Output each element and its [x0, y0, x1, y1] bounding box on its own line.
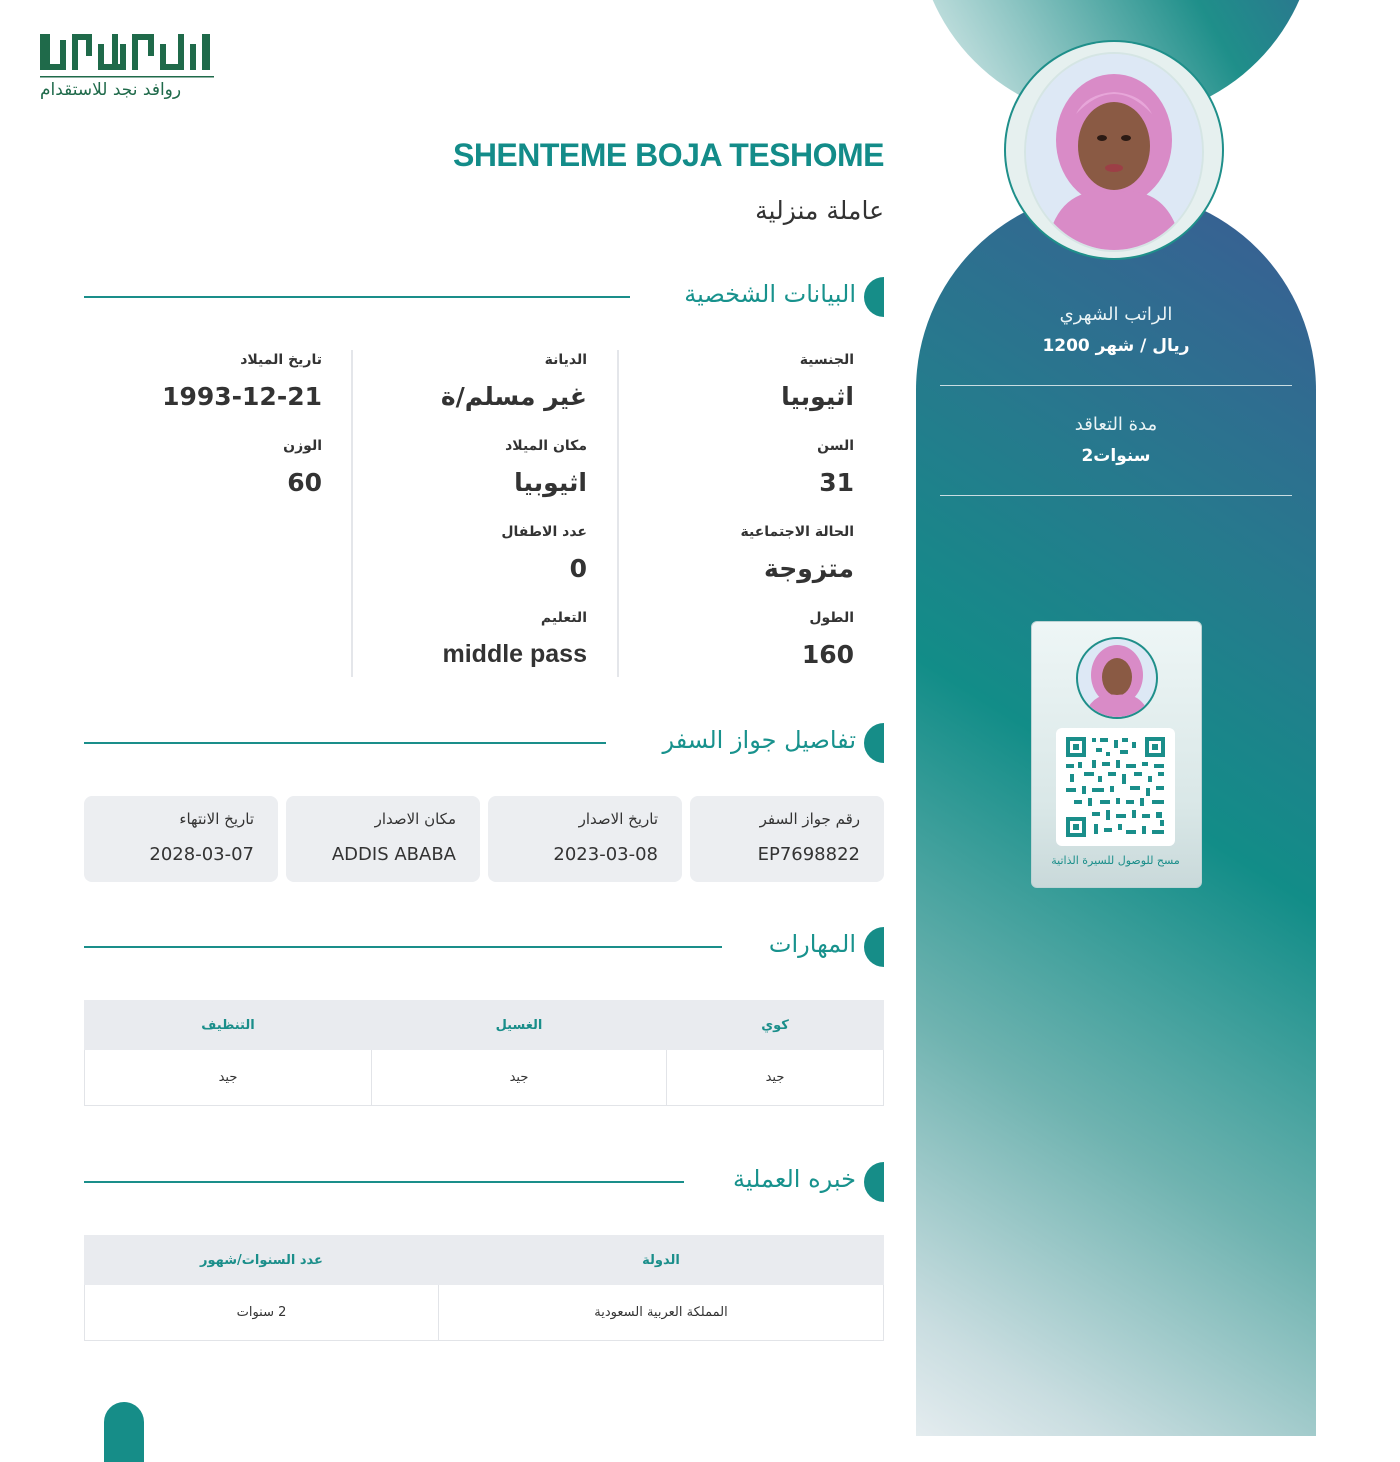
- age-label: السن: [817, 438, 854, 454]
- table-row: [85, 1285, 884, 1341]
- logo-tagline: روافد نجد للاستقدام: [40, 80, 182, 100]
- birthplace-value: اثيوبيا: [514, 468, 587, 497]
- person-photo-icon: [1026, 54, 1202, 250]
- section-cap: [864, 927, 884, 967]
- experience-duration: 2 سنوات: [85, 1285, 439, 1341]
- section-line: [84, 946, 722, 948]
- section-title-passport: تفاصيل جواز السفر: [662, 726, 856, 754]
- height-label: الطول: [809, 610, 854, 626]
- column-divider: [351, 350, 353, 677]
- issue-place-box: [286, 796, 480, 882]
- education-label: التعليم: [540, 610, 587, 626]
- experience-header: عدد السنوات/شهور: [85, 1236, 439, 1285]
- birthdate-label: تاريخ الميلاد: [240, 352, 322, 368]
- age-value: 31: [819, 468, 854, 497]
- skill-value: جيد: [85, 1050, 372, 1106]
- column-divider: [617, 350, 619, 677]
- experience-table: [84, 1235, 884, 1341]
- children-label: عدد الاطفال: [501, 524, 587, 540]
- nationality-label: الجنسية: [799, 352, 854, 368]
- birthplace-label: مكان الميلاد: [505, 438, 587, 454]
- contract-value: 2سنوات: [1081, 446, 1151, 466]
- panel-divider: [940, 385, 1292, 386]
- logo-mark: [38, 30, 216, 78]
- children-value: 0: [569, 554, 587, 583]
- footer-accent: [104, 1402, 144, 1462]
- education-value: middle pass: [442, 640, 587, 668]
- passport-number-box: [690, 796, 884, 882]
- person-photo-icon: [1078, 639, 1156, 717]
- skill-header: التنظيف: [85, 1001, 372, 1050]
- section-title-skills: المهارات: [768, 930, 856, 958]
- issue-date-label: تاريخ الاصدار: [578, 810, 658, 828]
- weight-value: 60: [287, 468, 322, 497]
- marital-value: متزوجة: [764, 554, 854, 583]
- card-avatar: [1076, 637, 1158, 719]
- experience-country: المملكة العربية السعودية: [439, 1285, 884, 1341]
- qr-code[interactable]: [1056, 728, 1175, 846]
- expiry-box: [84, 796, 278, 882]
- height-value: 160: [801, 640, 854, 669]
- section-cap: [864, 277, 884, 317]
- contract-label: مدة التعاقد: [1074, 414, 1158, 435]
- qr-code-icon: [1056, 728, 1175, 846]
- section-line: [84, 1181, 684, 1183]
- birthdate-value: 1993-12-21: [162, 382, 322, 411]
- passport-number-label: رقم جواز السفر: [759, 810, 860, 828]
- qr-caption: مسح للوصول للسيرة الذاتية: [1051, 854, 1180, 867]
- issue-place-value: ADDIS ABABA: [331, 844, 456, 865]
- section-cap: [864, 723, 884, 763]
- candidate-name: SHENTEME BOJA TESHOME: [452, 137, 884, 173]
- issue-date-value: 2023-03-08: [553, 844, 658, 865]
- job-title: عاملة منزلية: [755, 196, 884, 225]
- salary-value: 1200 ريال / شهر: [1042, 336, 1190, 356]
- skills-table: [84, 1000, 884, 1106]
- skill-header: كوي: [667, 1001, 884, 1050]
- nationality-value: اثيوبيا: [781, 382, 854, 411]
- skill-header: الغسيل: [372, 1001, 667, 1050]
- section-cap: [864, 1162, 884, 1202]
- company-logo: [38, 30, 216, 78]
- table-header-row: [85, 1001, 884, 1050]
- table-row: [85, 1050, 884, 1106]
- section-title-experience: خبره العملية: [732, 1165, 856, 1193]
- passport-number-value: EP7698822: [757, 844, 860, 865]
- table-header-row: [85, 1236, 884, 1285]
- marital-label: الحالة الاجتماعية: [740, 524, 854, 540]
- salary-label: الراتب الشهري: [1059, 304, 1173, 325]
- section-line: [84, 742, 606, 744]
- religion-label: الديانة: [544, 352, 587, 368]
- section-line: [84, 296, 630, 298]
- experience-header: الدولة: [439, 1236, 884, 1285]
- weight-label: الوزن: [283, 438, 322, 454]
- issue-date-box: [488, 796, 682, 882]
- skill-value: جيد: [667, 1050, 884, 1106]
- panel-divider: [940, 495, 1292, 496]
- expiry-value: 2028-03-07: [149, 844, 254, 865]
- issue-place-label: مكان الاصدار: [374, 810, 456, 828]
- avatar: [1024, 52, 1204, 252]
- section-title-personal: البيانات الشخصية: [684, 280, 856, 308]
- religion-value: غير مسلم/ة: [440, 382, 587, 411]
- skill-value: جيد: [372, 1050, 667, 1106]
- expiry-label: تاريخ الانتهاء: [179, 810, 254, 828]
